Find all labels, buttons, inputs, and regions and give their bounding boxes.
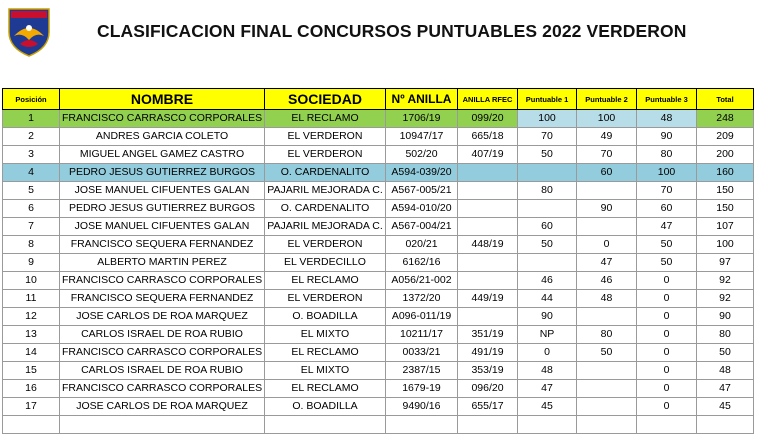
cell-total: 48 [697, 362, 754, 380]
cell-sociedad: EL MIXTO [265, 362, 386, 380]
cell-nombre: FRANCISCO CARRASCO CORPORALES [60, 110, 265, 128]
cell-anilla-rfec: 449/19 [458, 290, 518, 308]
cell-puntuable-2 [577, 362, 637, 380]
cell-sociedad: EL MIXTO [265, 326, 386, 344]
cell-puntuable-3: 50 [637, 254, 697, 272]
header-puntuable-2: Puntuable 2 [577, 89, 637, 110]
cell-nombre: ANDRES GARCIA COLETO [60, 128, 265, 146]
cell-sociedad: O. BOADILLA [265, 308, 386, 326]
cell-puntuable-2: 49 [577, 128, 637, 146]
cell-anilla: 10947/17 [386, 128, 458, 146]
cell-anilla: 9490/16 [386, 398, 458, 416]
table-row [3, 182, 754, 200]
cell-total [697, 416, 754, 434]
table-row [3, 146, 754, 164]
cell-nombre: FRANCISCO SEQUERA FERNANDEZ [60, 236, 265, 254]
cell-total: 97 [697, 254, 754, 272]
cell-total: 160 [697, 164, 754, 182]
cell-puntuable-3: 0 [637, 272, 697, 290]
cell-puntuable-1 [518, 164, 577, 182]
header-nombre: NOMBRE [60, 89, 265, 110]
table-row [3, 290, 754, 308]
cell-anilla-rfec [458, 182, 518, 200]
table-row [3, 236, 754, 254]
cell-position: 6 [3, 200, 60, 218]
cell-puntuable-2: 47 [577, 254, 637, 272]
cell-anilla: A056/21-002 [386, 272, 458, 290]
cell-puntuable-3: 80 [637, 146, 697, 164]
cell-total: 45 [697, 398, 754, 416]
cell-puntuable-3: 0 [637, 290, 697, 308]
cell-puntuable-1: NP [518, 326, 577, 344]
cell-puntuable-1: 50 [518, 146, 577, 164]
cell-puntuable-3: 48 [637, 110, 697, 128]
cell-puntuable-1: 50 [518, 236, 577, 254]
cell-sociedad: EL VERDERON [265, 290, 386, 308]
cell-position: 17 [3, 398, 60, 416]
cell-anilla-rfec [458, 164, 518, 182]
cell-puntuable-2: 46 [577, 272, 637, 290]
cell-puntuable-3 [637, 416, 697, 434]
cell-anilla: 1706/19 [386, 110, 458, 128]
cell-nombre: FRANCISCO SEQUERA FERNANDEZ [60, 290, 265, 308]
cell-position: 12 [3, 308, 60, 326]
cell-puntuable-1: 47 [518, 380, 577, 398]
table-row [3, 200, 754, 218]
cell-total: 90 [697, 308, 754, 326]
cell-total: 200 [697, 146, 754, 164]
cell-total: 107 [697, 218, 754, 236]
cell-puntuable-3: 50 [637, 236, 697, 254]
cell-puntuable-2 [577, 308, 637, 326]
cell-position: 4 [3, 164, 60, 182]
cell-position [3, 416, 60, 434]
cell-anilla: 020/21 [386, 236, 458, 254]
cell-puntuable-2: 100 [577, 110, 637, 128]
cell-anilla-rfec: 351/19 [458, 326, 518, 344]
cell-puntuable-3: 70 [637, 182, 697, 200]
cell-puntuable-1: 70 [518, 128, 577, 146]
cell-puntuable-2 [577, 182, 637, 200]
table-row [3, 380, 754, 398]
cell-anilla-rfec [458, 416, 518, 434]
header-anilla: Nº ANILLA [386, 89, 458, 110]
cell-anilla: A594-039/20 [386, 164, 458, 182]
cell-position: 14 [3, 344, 60, 362]
cell-puntuable-1: 46 [518, 272, 577, 290]
cell-puntuable-1 [518, 200, 577, 218]
cell-puntuable-2 [577, 416, 637, 434]
cell-nombre: JOSE CARLOS DE ROA MARQUEZ [60, 308, 265, 326]
table-header-row [3, 89, 754, 110]
cell-sociedad: EL VERDECILLO [265, 254, 386, 272]
cell-puntuable-1: 60 [518, 218, 577, 236]
club-crest-icon [6, 6, 52, 58]
cell-anilla: 6162/16 [386, 254, 458, 272]
cell-nombre: FRANCISCO CARRASCO CORPORALES [60, 380, 265, 398]
table-row [3, 326, 754, 344]
table-row [3, 254, 754, 272]
header-sociedad: SOCIEDAD [265, 89, 386, 110]
table-row [3, 128, 754, 146]
header-puntuable-1: Puntuable 1 [518, 89, 577, 110]
table-row [3, 344, 754, 362]
cell-puntuable-1: 48 [518, 362, 577, 380]
table-row [3, 110, 754, 128]
cell-nombre: CARLOS ISRAEL DE ROA RUBIO [60, 326, 265, 344]
table-row [3, 164, 754, 182]
cell-sociedad: EL RECLAMO [265, 110, 386, 128]
table-row [3, 362, 754, 380]
cell-puntuable-2: 70 [577, 146, 637, 164]
page-title: CLASIFICACION FINAL CONCURSOS PUNTUABLES 2022 VERDERON [97, 21, 687, 41]
cell-puntuable-2: 50 [577, 344, 637, 362]
cell-anilla-rfec: 655/17 [458, 398, 518, 416]
cell-sociedad: O. CARDENALITO [265, 164, 386, 182]
cell-puntuable-3: 0 [637, 362, 697, 380]
cell-puntuable-3: 47 [637, 218, 697, 236]
cell-sociedad [265, 416, 386, 434]
cell-puntuable-3: 0 [637, 398, 697, 416]
cell-sociedad: EL VERDERON [265, 146, 386, 164]
cell-total: 92 [697, 290, 754, 308]
table-row [3, 416, 754, 434]
cell-total: 150 [697, 182, 754, 200]
cell-nombre: JOSE CARLOS DE ROA MARQUEZ [60, 398, 265, 416]
cell-nombre: FRANCISCO CARRASCO CORPORALES [60, 272, 265, 290]
cell-nombre: PEDRO JESUS GUTIERREZ BURGOS [60, 164, 265, 182]
cell-puntuable-3: 0 [637, 344, 697, 362]
cell-sociedad: PAJARIL MEJORADA C. [265, 218, 386, 236]
cell-puntuable-1 [518, 416, 577, 434]
cell-puntuable-1 [518, 254, 577, 272]
cell-position: 15 [3, 362, 60, 380]
cell-sociedad: EL RECLAMO [265, 272, 386, 290]
cell-puntuable-1: 80 [518, 182, 577, 200]
cell-puntuable-1: 100 [518, 110, 577, 128]
cell-nombre [60, 416, 265, 434]
cell-position: 5 [3, 182, 60, 200]
cell-position: 1 [3, 110, 60, 128]
cell-puntuable-2 [577, 380, 637, 398]
header-posicion: Posición [3, 89, 60, 110]
cell-position: 3 [3, 146, 60, 164]
cell-nombre: MIGUEL ANGEL GAMEZ CASTRO [60, 146, 265, 164]
cell-anilla: 502/20 [386, 146, 458, 164]
cell-anilla: A567-004/21 [386, 218, 458, 236]
cell-nombre: CARLOS ISRAEL DE ROA RUBIO [60, 362, 265, 380]
cell-anilla-rfec: 353/19 [458, 362, 518, 380]
cell-anilla: 2387/15 [386, 362, 458, 380]
cell-position: 9 [3, 254, 60, 272]
cell-puntuable-2: 60 [577, 164, 637, 182]
cell-anilla: 1679-19 [386, 380, 458, 398]
cell-anilla: 0033/21 [386, 344, 458, 362]
cell-puntuable-3: 60 [637, 200, 697, 218]
cell-anilla: A594-010/20 [386, 200, 458, 218]
cell-nombre: JOSE MANUEL CIFUENTES GALAN [60, 182, 265, 200]
cell-sociedad: EL VERDERON [265, 128, 386, 146]
cell-position: 10 [3, 272, 60, 290]
table-row [3, 272, 754, 290]
cell-total: 92 [697, 272, 754, 290]
cell-sociedad: EL RECLAMO [265, 380, 386, 398]
cell-anilla-rfec [458, 308, 518, 326]
cell-position: 16 [3, 380, 60, 398]
header-puntuable-3: Puntuable 3 [637, 89, 697, 110]
cell-anilla-rfec: 665/18 [458, 128, 518, 146]
cell-total: 50 [697, 344, 754, 362]
cell-puntuable-2: 0 [577, 236, 637, 254]
cell-position: 2 [3, 128, 60, 146]
cell-puntuable-3: 90 [637, 128, 697, 146]
cell-anilla-rfec: 099/20 [458, 110, 518, 128]
cell-anilla [386, 416, 458, 434]
cell-puntuable-2: 80 [577, 326, 637, 344]
cell-total: 209 [697, 128, 754, 146]
cell-puntuable-2 [577, 398, 637, 416]
cell-puntuable-1: 44 [518, 290, 577, 308]
cell-nombre: PEDRO JESUS GUTIERREZ BURGOS [60, 200, 265, 218]
cell-sociedad: EL VERDERON [265, 236, 386, 254]
cell-puntuable-3: 0 [637, 326, 697, 344]
cell-sociedad: O. BOADILLA [265, 398, 386, 416]
cell-puntuable-3: 100 [637, 164, 697, 182]
cell-total: 150 [697, 200, 754, 218]
header-anilla-rfec: ANILLA RFEC [458, 89, 518, 110]
cell-total: 47 [697, 380, 754, 398]
cell-sociedad: PAJARIL MEJORADA C. [265, 182, 386, 200]
cell-anilla: 1372/20 [386, 290, 458, 308]
cell-puntuable-2 [577, 218, 637, 236]
cell-anilla-rfec [458, 200, 518, 218]
cell-puntuable-3: 0 [637, 308, 697, 326]
cell-puntuable-1: 90 [518, 308, 577, 326]
cell-puntuable-2: 48 [577, 290, 637, 308]
cell-anilla-rfec [458, 254, 518, 272]
header-total: Total [697, 89, 754, 110]
cell-total: 80 [697, 326, 754, 344]
cell-anilla-rfec: 491/19 [458, 344, 518, 362]
cell-sociedad: O. CARDENALITO [265, 200, 386, 218]
cell-anilla-rfec: 407/19 [458, 146, 518, 164]
cell-anilla: A096-011/19 [386, 308, 458, 326]
cell-total: 100 [697, 236, 754, 254]
cell-anilla-rfec [458, 272, 518, 290]
cell-anilla-rfec [458, 218, 518, 236]
table-row [3, 398, 754, 416]
cell-anilla: A567-005/21 [386, 182, 458, 200]
cell-anilla-rfec: 096/20 [458, 380, 518, 398]
cell-nombre: JOSE MANUEL CIFUENTES GALAN [60, 218, 265, 236]
cell-sociedad: EL RECLAMO [265, 344, 386, 362]
cell-anilla: 10211/17 [386, 326, 458, 344]
cell-puntuable-1: 0 [518, 344, 577, 362]
table-row [3, 218, 754, 236]
cell-nombre: ALBERTO MARTIN PEREZ [60, 254, 265, 272]
cell-total: 248 [697, 110, 754, 128]
cell-puntuable-1: 45 [518, 398, 577, 416]
cell-nombre: FRANCISCO CARRASCO CORPORALES [60, 344, 265, 362]
table-row [3, 308, 754, 326]
cell-position: 8 [3, 236, 60, 254]
cell-anilla-rfec: 448/19 [458, 236, 518, 254]
cell-puntuable-2: 90 [577, 200, 637, 218]
cell-puntuable-3: 0 [637, 380, 697, 398]
cell-position: 13 [3, 326, 60, 344]
ranking-table [2, 88, 754, 434]
cell-position: 11 [3, 290, 60, 308]
cell-position: 7 [3, 218, 60, 236]
